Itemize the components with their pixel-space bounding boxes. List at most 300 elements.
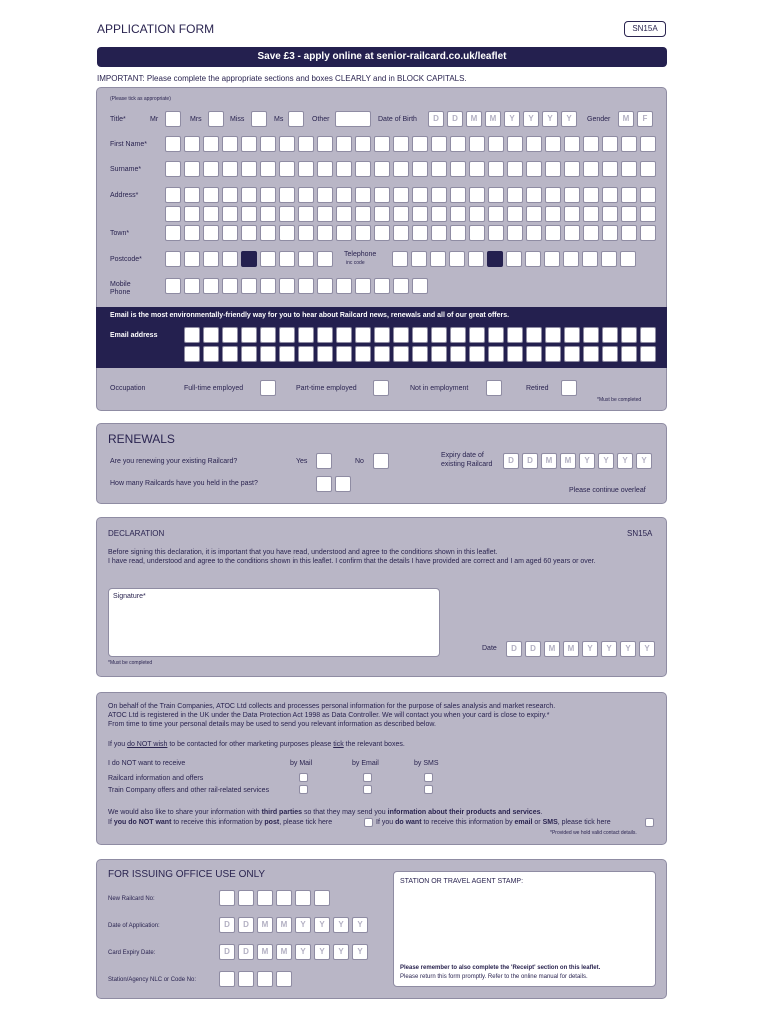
char-box[interactable]: [469, 327, 485, 343]
char-box[interactable]: [526, 161, 542, 177]
char-box[interactable]: [450, 136, 466, 152]
stamp-label: STATION OR TRAVEL AGENT STAMP:: [400, 878, 524, 885]
char-box[interactable]: [203, 251, 219, 267]
char-box[interactable]: [222, 136, 238, 152]
char-box[interactable]: [374, 187, 390, 203]
char-box[interactable]: [507, 225, 523, 241]
char-box[interactable]: [276, 971, 292, 987]
char-box[interactable]: [393, 327, 409, 343]
char-box[interactable]: [260, 278, 276, 294]
char-box[interactable]: [393, 278, 409, 294]
char-box[interactable]: [336, 346, 352, 362]
date-char-box[interactable]: D: [238, 917, 254, 933]
char-box[interactable]: [241, 278, 257, 294]
char-box[interactable]: [450, 187, 466, 203]
date-char-box[interactable]: M: [466, 111, 482, 127]
char-box[interactable]: [374, 327, 390, 343]
char-box[interactable]: [184, 136, 200, 152]
char-box[interactable]: [298, 206, 314, 222]
char-box[interactable]: [184, 187, 200, 203]
char-box[interactable]: [469, 187, 485, 203]
date-char-box[interactable]: Y: [582, 641, 598, 657]
char-box[interactable]: [545, 206, 561, 222]
char-box[interactable]: [374, 136, 390, 152]
date-char-box[interactable]: Y: [352, 917, 368, 933]
char-box[interactable]: [469, 206, 485, 222]
opt1-email-checkbox[interactable]: [363, 773, 372, 782]
char-box[interactable]: [583, 327, 599, 343]
char-box[interactable]: [184, 206, 200, 222]
not-employed-box[interactable]: [486, 380, 502, 396]
char-box[interactable]: [507, 346, 523, 362]
date-char-box[interactable]: Y: [598, 453, 614, 469]
char-box[interactable]: [545, 136, 561, 152]
char-box[interactable]: [279, 346, 295, 362]
char-box[interactable]: [298, 161, 314, 177]
char-box[interactable]: [393, 161, 409, 177]
char-box[interactable]: [621, 225, 637, 241]
char-box[interactable]: [295, 890, 311, 906]
char-box[interactable]: [526, 187, 542, 203]
char-box[interactable]: [431, 136, 447, 152]
char-box[interactable]: [469, 136, 485, 152]
retired-box[interactable]: [561, 380, 577, 396]
char-box[interactable]: [640, 225, 656, 241]
surname-input: [165, 161, 656, 177]
title-other-input[interactable]: [335, 111, 371, 127]
char-box[interactable]: [241, 225, 257, 241]
char-box[interactable]: [583, 161, 599, 177]
char-box[interactable]: [450, 206, 466, 222]
char-box[interactable]: [393, 187, 409, 203]
char-box[interactable]: [412, 136, 428, 152]
char-box[interactable]: [298, 225, 314, 241]
char-box[interactable]: [222, 251, 238, 267]
char-box[interactable]: [583, 136, 599, 152]
char-box[interactable]: [336, 278, 352, 294]
title-mr-label: Mr: [150, 116, 159, 123]
date-char-box[interactable]: Y: [352, 944, 368, 960]
char-box[interactable]: [279, 225, 295, 241]
opt2-label: Train Company offers and other rail-related services: [108, 787, 270, 794]
parttime-box[interactable]: [373, 380, 389, 396]
date-char-box[interactable]: Y: [295, 917, 311, 933]
char-box[interactable]: [526, 225, 542, 241]
char-box[interactable]: [222, 206, 238, 222]
char-box[interactable]: [314, 890, 330, 906]
char-box[interactable]: [411, 251, 427, 267]
char-box[interactable]: [525, 251, 541, 267]
char-box[interactable]: [260, 206, 276, 222]
char-box[interactable]: [336, 327, 352, 343]
char-box[interactable]: [564, 206, 580, 222]
char-box[interactable]: [317, 278, 333, 294]
char-box[interactable]: [317, 136, 333, 152]
char-box[interactable]: [279, 187, 295, 203]
char-box[interactable]: [583, 225, 599, 241]
char-box[interactable]: [260, 187, 276, 203]
char-box[interactable]: [203, 278, 219, 294]
char-box[interactable]: [507, 187, 523, 203]
char-box[interactable]: [583, 346, 599, 362]
char-box[interactable]: [564, 187, 580, 203]
char-box[interactable]: [564, 136, 580, 152]
renewing-yes-box[interactable]: [316, 453, 332, 469]
date-char-box[interactable]: M: [485, 111, 501, 127]
renewing-yes-label: Yes: [296, 458, 308, 465]
date-char-box[interactable]: Y: [542, 111, 558, 127]
char-box[interactable]: [640, 346, 656, 362]
third-party-post-checkbox[interactable]: [364, 818, 373, 827]
date-char-box[interactable]: Y: [333, 917, 349, 933]
char-box[interactable]: [488, 187, 504, 203]
char-box[interactable]: [640, 327, 656, 343]
char-box[interactable]: [298, 346, 314, 362]
char-box[interactable]: [469, 225, 485, 241]
char-box[interactable]: [279, 161, 295, 177]
char-box[interactable]: [241, 136, 257, 152]
gender-m-box[interactable]: M: [618, 111, 634, 127]
char-box[interactable]: [412, 225, 428, 241]
char-box[interactable]: [165, 206, 181, 222]
date-char-box[interactable]: D: [219, 917, 235, 933]
char-box[interactable]: [241, 187, 257, 203]
char-box[interactable]: [260, 251, 276, 267]
char-box[interactable]: [431, 225, 447, 241]
char-box[interactable]: [279, 251, 295, 267]
date-char-box[interactable]: Y: [620, 641, 636, 657]
char-box[interactable]: [563, 251, 579, 267]
date-char-box[interactable]: M: [560, 453, 576, 469]
char-box[interactable]: [260, 225, 276, 241]
char-box[interactable]: [238, 890, 254, 906]
char-box[interactable]: [260, 346, 276, 362]
char-box[interactable]: [374, 278, 390, 294]
char-box[interactable]: [203, 327, 219, 343]
char-box[interactable]: [336, 206, 352, 222]
char-box[interactable]: [602, 206, 618, 222]
char-box[interactable]: [450, 327, 466, 343]
char-box[interactable]: [276, 890, 292, 906]
char-box[interactable]: [430, 251, 446, 267]
card-expiry-label: Card Expiry Date:: [108, 950, 156, 956]
date-char-box[interactable]: M: [257, 917, 273, 933]
char-box[interactable]: [564, 161, 580, 177]
title-mrs-box[interactable]: [208, 111, 224, 127]
date-char-box[interactable]: Y: [295, 944, 311, 960]
date-char-box[interactable]: Y: [617, 453, 633, 469]
char-box[interactable]: [545, 346, 561, 362]
date-char-box[interactable]: D: [522, 453, 538, 469]
char-box[interactable]: [431, 206, 447, 222]
char-box[interactable]: [412, 206, 428, 222]
char-box[interactable]: [374, 346, 390, 362]
date-char-box[interactable]: Y: [314, 917, 330, 933]
char-box[interactable]: [468, 251, 484, 267]
date-char-box[interactable]: M: [563, 641, 579, 657]
char-box[interactable]: [241, 161, 257, 177]
char-box[interactable]: [260, 161, 276, 177]
char-box[interactable]: [374, 161, 390, 177]
char-box[interactable]: [238, 971, 254, 987]
char-box[interactable]: [621, 206, 637, 222]
char-box[interactable]: [298, 251, 314, 267]
char-box[interactable]: [279, 206, 295, 222]
opt2-sms-checkbox[interactable]: [424, 785, 433, 794]
opt2-email-checkbox[interactable]: [363, 785, 372, 794]
char-box[interactable]: [184, 251, 200, 267]
date-char-box[interactable]: Y: [523, 111, 539, 127]
char-box[interactable]: [336, 187, 352, 203]
char-box[interactable]: [165, 136, 181, 152]
char-box[interactable]: [219, 971, 235, 987]
char-box[interactable]: [545, 327, 561, 343]
third-party-email-sms-checkbox[interactable]: [645, 818, 654, 827]
char-box[interactable]: [165, 278, 181, 294]
char-box[interactable]: [203, 161, 219, 177]
char-box[interactable]: [602, 136, 618, 152]
char-box[interactable]: [222, 346, 238, 362]
char-box[interactable]: [488, 225, 504, 241]
char-box[interactable]: [545, 161, 561, 177]
char-box[interactable]: [526, 206, 542, 222]
char-box[interactable]: [219, 890, 235, 906]
title-ms-box[interactable]: [288, 111, 304, 127]
char-box[interactable]: [640, 206, 656, 222]
char-box[interactable]: [602, 327, 618, 343]
signature-label: Signature*: [113, 593, 146, 600]
char-box[interactable]: [450, 161, 466, 177]
date-char-box[interactable]: M: [276, 917, 292, 933]
char-box[interactable]: [545, 225, 561, 241]
title-mr-box[interactable]: [165, 111, 181, 127]
char-box[interactable]: [184, 161, 200, 177]
char-box[interactable]: [355, 161, 371, 177]
char-box[interactable]: [336, 161, 352, 177]
char-box[interactable]: [602, 225, 618, 241]
opt2-mail-checkbox[interactable]: [299, 785, 308, 794]
signature-box[interactable]: [108, 588, 440, 657]
char-box[interactable]: [241, 346, 257, 362]
date-char-box[interactable]: Y: [601, 641, 617, 657]
char-box[interactable]: [241, 327, 257, 343]
char-box[interactable]: [507, 136, 523, 152]
date-char-box[interactable]: M: [276, 944, 292, 960]
char-box[interactable]: [260, 327, 276, 343]
char-box[interactable]: [469, 346, 485, 362]
char-box[interactable]: [317, 187, 333, 203]
char-box[interactable]: [564, 327, 580, 343]
date-char-box[interactable]: Y: [561, 111, 577, 127]
date-char-box[interactable]: D: [447, 111, 463, 127]
date-char-box[interactable]: Y: [639, 641, 655, 657]
char-box[interactable]: [488, 161, 504, 177]
char-box[interactable]: [317, 206, 333, 222]
char-box[interactable]: [184, 225, 200, 241]
char-box[interactable]: [544, 251, 560, 267]
char-box[interactable]: [316, 476, 332, 492]
char-box[interactable]: [222, 187, 238, 203]
char-box[interactable]: [184, 278, 200, 294]
char-box[interactable]: [317, 225, 333, 241]
char-box[interactable]: [355, 278, 371, 294]
date-char-box[interactable]: M: [541, 453, 557, 469]
char-box[interactable]: [355, 187, 371, 203]
char-box[interactable]: [507, 161, 523, 177]
char-box[interactable]: [640, 187, 656, 203]
char-box[interactable]: [392, 251, 408, 267]
char-box[interactable]: [203, 206, 219, 222]
char-box[interactable]: [412, 161, 428, 177]
char-box[interactable]: [336, 225, 352, 241]
char-box[interactable]: [526, 327, 542, 343]
char-box[interactable]: [222, 161, 238, 177]
char-box[interactable]: [298, 278, 314, 294]
char-box[interactable]: [431, 187, 447, 203]
date-application-input: [219, 917, 368, 933]
char-box[interactable]: [621, 346, 637, 362]
char-box[interactable]: [602, 187, 618, 203]
char-box[interactable]: [583, 187, 599, 203]
char-box[interactable]: [317, 161, 333, 177]
char-box[interactable]: [412, 187, 428, 203]
date-char-box[interactable]: M: [544, 641, 560, 657]
char-box[interactable]: [203, 346, 219, 362]
char-box[interactable]: [355, 346, 371, 362]
char-box[interactable]: [621, 327, 637, 343]
char-box[interactable]: [241, 206, 257, 222]
char-box[interactable]: [449, 251, 465, 267]
char-box[interactable]: [488, 327, 504, 343]
date-char-box[interactable]: Y: [314, 944, 330, 960]
char-box[interactable]: [640, 136, 656, 152]
char-box[interactable]: [355, 206, 371, 222]
char-box[interactable]: [582, 251, 598, 267]
char-box[interactable]: [488, 206, 504, 222]
char-box[interactable]: [488, 346, 504, 362]
char-box[interactable]: [355, 327, 371, 343]
char-box[interactable]: [279, 278, 295, 294]
renewing-no-box[interactable]: [373, 453, 389, 469]
char-box[interactable]: [564, 225, 580, 241]
char-box[interactable]: [222, 327, 238, 343]
char-box[interactable]: [450, 225, 466, 241]
date-char-box[interactable]: Y: [579, 453, 595, 469]
char-box[interactable]: [507, 327, 523, 343]
char-box[interactable]: [374, 225, 390, 241]
fulltime-box[interactable]: [260, 380, 276, 396]
char-box[interactable]: [564, 346, 580, 362]
char-box[interactable]: [640, 161, 656, 177]
char-box[interactable]: [620, 251, 636, 267]
char-box[interactable]: [431, 327, 447, 343]
char-box[interactable]: [298, 327, 314, 343]
char-box[interactable]: [469, 161, 485, 177]
char-box[interactable]: [165, 187, 181, 203]
date-char-box[interactable]: Y: [333, 944, 349, 960]
char-box[interactable]: [355, 225, 371, 241]
char-box[interactable]: [431, 161, 447, 177]
char-box[interactable]: [222, 278, 238, 294]
char-box[interactable]: [203, 225, 219, 241]
char-box[interactable]: [165, 225, 181, 241]
gender-f-box[interactable]: F: [637, 111, 653, 127]
char-box[interactable]: [412, 278, 428, 294]
char-box[interactable]: [621, 136, 637, 152]
char-box[interactable]: [583, 206, 599, 222]
char-box[interactable]: [279, 136, 295, 152]
char-box[interactable]: [317, 251, 333, 267]
char-box[interactable]: [298, 187, 314, 203]
char-box[interactable]: [450, 346, 466, 362]
char-box[interactable]: [412, 327, 428, 343]
char-box[interactable]: [298, 136, 314, 152]
char-box[interactable]: [355, 136, 371, 152]
date-char-box[interactable]: D: [525, 641, 541, 657]
char-box[interactable]: [412, 346, 428, 362]
title-miss-box[interactable]: [251, 111, 267, 127]
char-box[interactable]: [621, 187, 637, 203]
date-char-box[interactable]: D: [428, 111, 444, 127]
date-char-box[interactable]: M: [257, 944, 273, 960]
char-box[interactable]: [507, 206, 523, 222]
char-box[interactable]: [317, 346, 333, 362]
title-ms-label: Ms: [274, 116, 284, 123]
char-box[interactable]: [335, 476, 351, 492]
char-box[interactable]: [488, 136, 504, 152]
char-box[interactable]: [621, 161, 637, 177]
online-banner[interactable]: Save £3 - apply online at senior-railcard.co.uk/leaflet: [97, 47, 667, 67]
char-box[interactable]: [545, 187, 561, 203]
char-box[interactable]: [526, 346, 542, 362]
char-box[interactable]: [184, 327, 200, 343]
date-char-box[interactable]: D: [238, 944, 254, 960]
char-box[interactable]: [526, 136, 542, 152]
date-char-box[interactable]: Y: [504, 111, 520, 127]
char-box[interactable]: [203, 187, 219, 203]
char-box[interactable]: [602, 161, 618, 177]
char-box[interactable]: [165, 251, 181, 267]
char-box[interactable]: [336, 136, 352, 152]
char-box[interactable]: [393, 225, 409, 241]
third-party-text: We would also like to share your information with third parties so that they may send you information about their products and services.: [108, 809, 543, 816]
char-box[interactable]: [431, 346, 447, 362]
date-char-box[interactable]: D: [506, 641, 522, 657]
char-box[interactable]: [257, 971, 273, 987]
char-box[interactable]: [393, 136, 409, 152]
char-box[interactable]: [184, 346, 200, 362]
char-box[interactable]: [279, 327, 295, 343]
opt1-mail-checkbox[interactable]: [299, 773, 308, 782]
char-box[interactable]: [602, 346, 618, 362]
char-box[interactable]: [222, 225, 238, 241]
char-box[interactable]: [506, 251, 522, 267]
char-box[interactable]: [165, 161, 181, 177]
opt1-sms-checkbox[interactable]: [424, 773, 433, 782]
char-box[interactable]: [393, 206, 409, 222]
char-box[interactable]: [317, 327, 333, 343]
char-box[interactable]: [260, 136, 276, 152]
date-char-box[interactable]: D: [219, 944, 235, 960]
date-char-box[interactable]: Y: [636, 453, 652, 469]
char-box[interactable]: [257, 890, 273, 906]
date-char-box[interactable]: D: [503, 453, 519, 469]
char-box[interactable]: [374, 206, 390, 222]
char-box[interactable]: [601, 251, 617, 267]
not-employed-label: Not in employment: [410, 385, 469, 392]
char-box[interactable]: [203, 136, 219, 152]
char-box[interactable]: [393, 346, 409, 362]
